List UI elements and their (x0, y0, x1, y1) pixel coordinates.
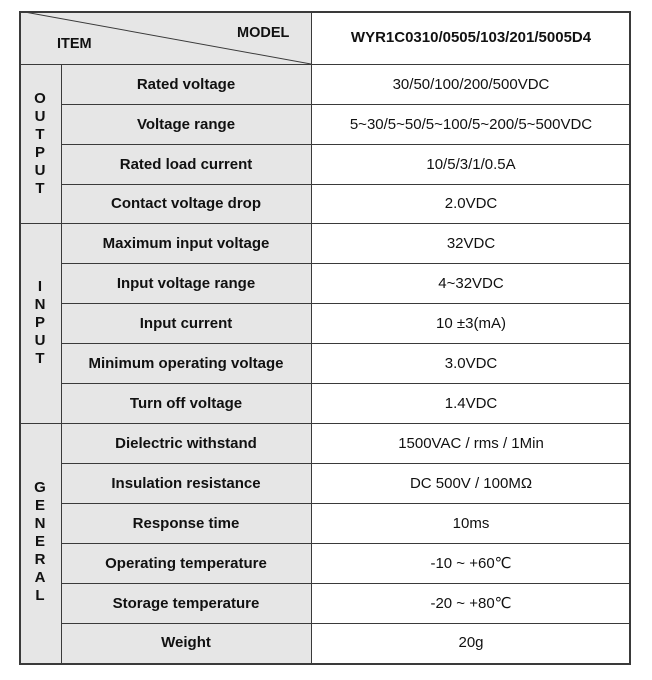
section-letter: E (34, 497, 45, 514)
spec-item-label: Response time (132, 514, 240, 532)
section-letter: U (34, 107, 46, 125)
spec-table (19, 11, 631, 665)
section-letter: N (34, 296, 46, 313)
section-letter: R (34, 551, 46, 568)
spec-value: 10/5/3/1/0.5A (426, 155, 516, 173)
section-letter: L (35, 587, 45, 604)
category-divider (61, 64, 62, 665)
section-letter: O (34, 89, 46, 107)
spec-value: 2.0VDC (444, 195, 498, 212)
border-top (19, 11, 631, 13)
spec-item-label: Operating temperature (105, 554, 267, 572)
spec-item-label: Storage temperature (112, 594, 260, 612)
spec-item-label: Contact voltage drop (110, 195, 261, 212)
spec-value: 5~30/5~50/5~100/5~200/5~500VDC (349, 115, 593, 133)
border-bottom (19, 663, 631, 665)
section-label-output (19, 64, 61, 223)
spec-item-label: Insulation resistance (111, 474, 261, 492)
spec-value: DC 500V / 100MΩ (409, 474, 533, 492)
section-letter: T (35, 125, 45, 143)
border-right (629, 11, 631, 665)
spec-item-label: Weight (161, 633, 211, 651)
spec-value: 4~32VDC (438, 274, 504, 292)
section-letter: G (34, 479, 46, 496)
spec-item-label: Minimum operating voltage (88, 354, 284, 372)
spec-value: 10 ±3(mA) (436, 314, 506, 332)
spec-item-label: Dielectric withstand (115, 434, 257, 452)
value-divider (311, 11, 312, 665)
spec-value: -10 ~ +60℃ (430, 555, 512, 572)
section-letter: T (35, 179, 45, 197)
section-letter: U (34, 332, 46, 349)
spec-value: 32VDC (446, 234, 496, 252)
spec-item-label: Rated load current (119, 155, 253, 173)
header-divider (19, 64, 631, 65)
section-letter: T (35, 350, 45, 367)
spec-item-label: Input current (139, 314, 233, 332)
section-letter: N (34, 515, 46, 532)
spec-item-label: Turn off voltage (129, 394, 243, 412)
section-label-general (19, 423, 61, 661)
section-letter: P (34, 314, 45, 331)
spec-value: 30/50/100/200/500VDC (392, 75, 550, 93)
spec-value: 20g (458, 633, 484, 651)
spec-item-label: Input voltage range (116, 274, 256, 292)
section-letter: E (34, 533, 45, 550)
section-letter: I (37, 278, 43, 295)
border-left (19, 11, 21, 665)
model-header: MODEL (237, 25, 290, 41)
section-letter: A (34, 569, 46, 586)
section-label-input (19, 223, 61, 423)
spec-value: 1.4VDC (444, 394, 498, 412)
spec-value: -20 ~ +80℃ (430, 595, 512, 612)
spec-item-label: Rated voltage (136, 75, 236, 93)
spec-value: 3.0VDC (444, 354, 498, 372)
section-letter: P (34, 143, 45, 161)
item-header: ITEM (57, 36, 92, 52)
spec-item-label: Maximum input voltage (102, 234, 270, 252)
spec-item-label: Voltage range (136, 115, 236, 133)
section-letter: U (34, 161, 46, 179)
model-value: WYR1C0310/0505/103/201/5005D4 (350, 29, 592, 46)
spec-value: 1500VAC / rms / 1Min (398, 434, 544, 452)
spec-value: 10ms (452, 514, 490, 532)
